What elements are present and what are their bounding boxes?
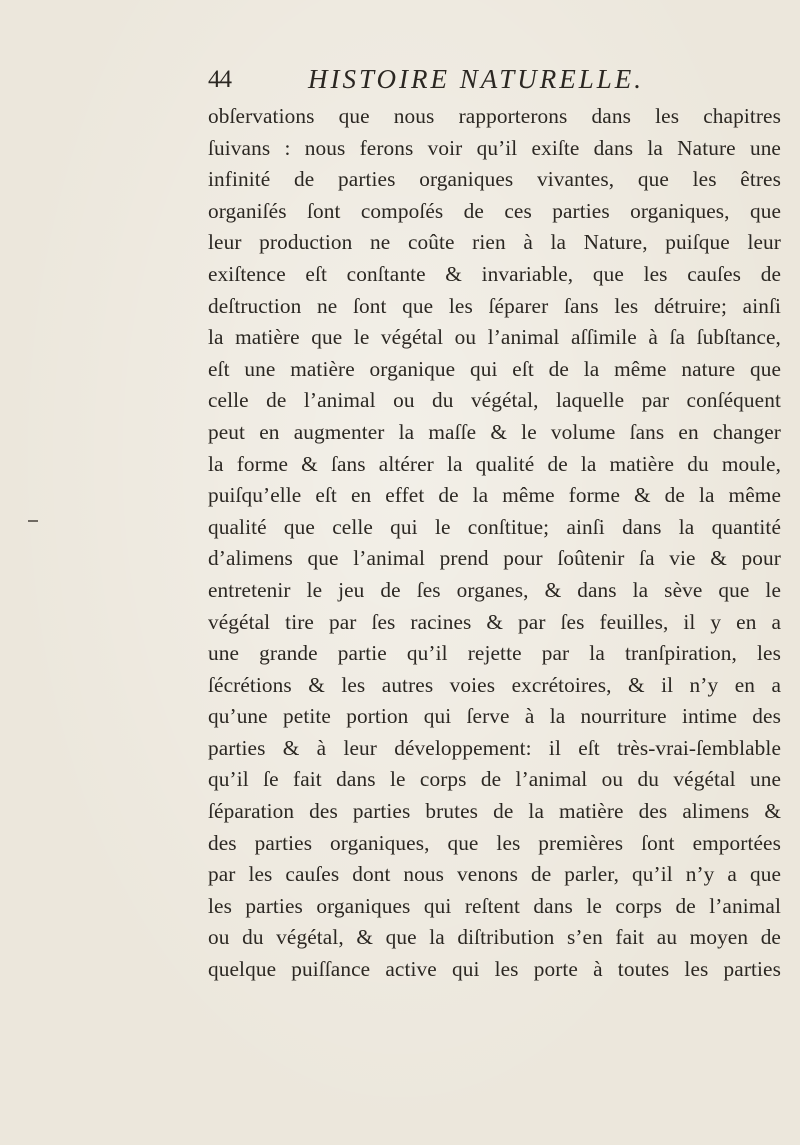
text-line: quelque puiſſance active qui les porte à toutes les parties	[208, 957, 781, 982]
text-line: ou du végétal, & que la diſtribution s’en fait au moyen de	[208, 925, 781, 950]
page-header	[208, 66, 788, 106]
text-line: ſécrétions & les autres voies excrétoires, & il n’y en a	[208, 672, 781, 697]
text-line: obſervations que nous rapporterons dans les chapitres	[208, 104, 781, 128]
text-line: qu’il ſe fait dans le corps de l’animal ou du végétal une	[208, 767, 781, 792]
text-line: exiſtence eſt conſtante & invariable, que les cauſes de	[208, 261, 781, 286]
text-line: les parties organiques qui reſtent dans le corps de l’animal	[208, 893, 781, 918]
text-line: peut en augmenter la maſſe & le volume ſans en changer	[208, 419, 781, 444]
text-line: eſt une matière organique qui eſt de la même nature que	[208, 356, 781, 381]
text-line: entretenir le jeu de ſes organes, & dans la sève que le	[208, 577, 781, 602]
text-line: deſtruction ne ſont que les ſéparer ſans les détruire; ainſi	[208, 293, 781, 318]
text-line: la forme & ſans altérer la qualité de la matière du moule,	[208, 451, 781, 476]
text-line: leur production ne coûte rien à la Nature, puiſque leur	[208, 230, 781, 255]
page-number: 44	[208, 66, 231, 93]
text-line: végétal tire par ſes racines & par ſes feuilles, il y en a	[208, 609, 781, 634]
margin-dash	[28, 520, 38, 522]
text-line: des parties organiques, que les premières ſont emportées	[208, 830, 781, 855]
running-title: HISTOIRE NATURELLE.	[308, 64, 645, 94]
text-line: ſéparation des parties brutes de la matière des alimens &	[208, 799, 781, 824]
text-line: infinité de parties organiques vivantes, que les êtres	[208, 167, 781, 192]
text-line: organiſés ſont compoſés de ces parties organiques, que	[208, 198, 781, 223]
text-line: celle de l’animal ou du végétal, laquelle par conſéquent	[208, 388, 781, 413]
text-line: d’alimens que l’animal prend pour ſoûtenir ſa vie & pour	[208, 546, 781, 571]
text-line: parties & à leur développement: il eſt très-vrai-ſemblable	[208, 735, 781, 760]
text-line: ſuivans : nous ferons voir qu’il exiſte dans la Nature une	[208, 135, 781, 160]
text-line: qualité que celle qui le conſtitue; ainſi dans la quantité	[208, 514, 781, 539]
text-line: puiſqu’elle eſt en effet de la même forme & de la même	[208, 483, 781, 508]
text-line: une grande partie qu’il rejette par la tranſpiration, les	[208, 641, 781, 666]
text-line: la matière que le végétal ou l’animal aſſimile à ſa ſubſtance,	[208, 325, 781, 350]
body-text	[208, 101, 781, 986]
text-line: qu’une petite portion qui ſerve à la nourriture intime des	[208, 704, 781, 729]
text-line: par les cauſes dont nous venons de parler, qu’il n’y a que	[208, 862, 781, 887]
